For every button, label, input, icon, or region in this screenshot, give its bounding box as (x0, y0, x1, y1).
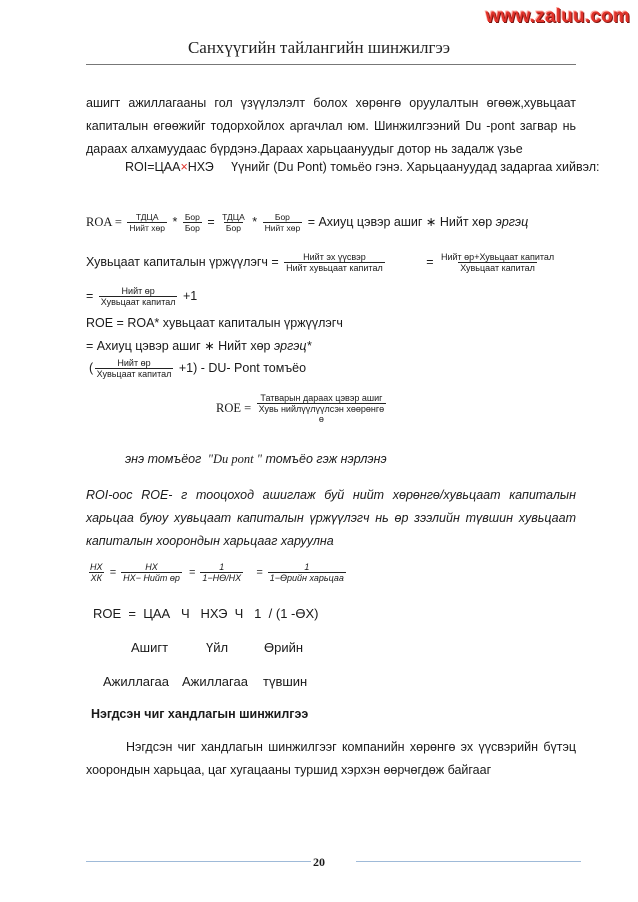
page-number: 20 (313, 855, 325, 869)
du-pont-note (125, 452, 387, 467)
leverage-fraction-1: $\frac{\text{Нийт эх үүсвэр}}{\text{Нийт хувьцаат капитал}}$ (286, 252, 383, 273)
paragraph-roi-roe: ROI-оос ROE- г тооцоход ашиглаж буй нийт хөрөнгө/хувьцаат капиталын харьцаа буюу хувьцаат капиталын үржүүлэгч нь өр зээлийн түвшин хувьцаат капиталын хоорондын харьцааг харуулна (86, 488, 576, 548)
leverage-eq: = (426, 254, 434, 269)
ratio-fraction-2: $\frac{НХ}{\text{НХ− Нийт өр}}$ (123, 562, 180, 583)
roa-rhs-italic: эргэц (495, 214, 529, 229)
roa-star-1: * (172, 214, 178, 229)
ratio-fraction-3: $\frac{1}{1-НӨ/НХ}$ (202, 562, 242, 583)
breakdown-label-activity-2: Ажиллагаа (182, 674, 248, 689)
leverage-formula (86, 252, 558, 273)
roa-fraction-1: $\frac{\text{ТДЦА}}{\text{Нийт хөр}}$ (129, 212, 165, 233)
roe-line-1: ROE = ROA* хувьцаат капиталын үржүүлэгч (86, 316, 343, 330)
header-divider (86, 64, 576, 65)
roa-rhs: = Ахиуц цэвэр ашиг ∗ Нийт хөр (307, 214, 493, 229)
leverage2-plus: +1 (182, 288, 198, 303)
footer-divider-right (356, 861, 581, 862)
leverage2-fraction: $\frac{\text{Нийт өр}}{\text{Хувьцаат капитал}}$ (100, 286, 176, 307)
roi-times-sign: × (180, 160, 188, 174)
breakdown-label-level: түвшин (263, 674, 308, 689)
roa-eq: = (207, 214, 215, 229)
roe-breakdown: ROE = ЦАА Ч НХЭ Ч 1 / (1 -ӨХ) (93, 606, 319, 621)
roi-formula-line (125, 160, 600, 174)
roe-line-3-open: ( (89, 360, 94, 375)
roi-formula-a: ROI=ЦАА (125, 160, 181, 174)
roa-fraction-2: $\frac{\text{Бор}}{\text{Бор}}$ (184, 212, 200, 233)
roe-line-3 (89, 358, 306, 379)
paragraph-intro: ашигт ажиллагааны гол үзүүлэлэлт болох хөрөнгө оруулалтын өгөөж,хувьцаат капиталын өгөөжийг тодорхойлох аргачлал юм. Шинжилгээний Du -pont загвар нь дараах алхамуудаас бүрдэнэ.Дараах харьцаануудыг дотор нь задалж үзье (86, 96, 576, 156)
roe-lhs: ROE = (216, 400, 252, 415)
leverage2-eq: = (86, 288, 94, 303)
roe-line-2-italic: эргэц* (273, 339, 312, 353)
ratio-formula (86, 562, 348, 583)
breakdown-label-operation: Үйл (206, 640, 229, 655)
roa-lhs: ROA = (86, 214, 122, 229)
ratio-fraction-4: $\frac{1}{\text{1−Өрийн харьцаа}}$ (269, 562, 344, 583)
roa-star-2: * (252, 214, 258, 229)
leverage-lhs: Хувьцаат капиталын үржүүлэгч = (86, 254, 279, 269)
roe-line-3-rest: +1) - DU- Pont томъёо (178, 360, 307, 375)
paragraph-trend-analysis: Нэгдсэн чиг хандлагын шинжилгээг компанийн хөрөнгө эх үүсвэрийн бүтэц хоорондын харьцаа, цаг хугацааны туршид хэрхэн өөрчөгдөж байгааг (86, 740, 576, 777)
roe-fraction: Татварын дараах цэвэр ашиг Хувь нийлүүлүүлсэн хөөрөнгө ө (258, 393, 385, 424)
watermark-logo[interactable]: www.zaluu.com (485, 6, 630, 27)
breakdown-label-activity-1: Ажиллагаа (103, 674, 169, 689)
leverage-fraction-2: $\frac{\text{Нийт өр+Хувьцаат капитал}}{\text{Хувьцаат капитал}}$ (441, 252, 555, 273)
ratio-eq-2: = (188, 566, 196, 579)
roi-formula-b: НХЭ (187, 160, 214, 174)
du-pont-note-b: "Du pont " (207, 452, 263, 466)
roa-fraction-4: $\frac{\text{Бор}}{\text{Нийт хөр}}$ (264, 212, 301, 233)
leverage-formula-2 (86, 286, 197, 307)
ratio-fraction-1: $\frac{НХ}{ХК}$ (90, 562, 103, 583)
ratio-eq-3: = (256, 566, 263, 579)
roe-line-2-text: = Ахиуц цэвэр ашиг ∗ Нийт хөр (86, 339, 271, 353)
breakdown-label-profit: Ашигт (131, 640, 169, 655)
roa-formula (86, 212, 528, 233)
roa-fraction-3: $\frac{\text{ТДЦА}}{\text{Бор}}$ (222, 212, 245, 233)
du-pont-note-a: энэ томъёог (125, 452, 202, 466)
section-heading: Нэгдсэн чиг хандлагын шинжилгээ (91, 707, 309, 721)
page-header-title: Санхүүгийн тайлангийн шинжилгээ (187, 38, 451, 57)
roe-line-2 (86, 338, 311, 353)
roe-formula (216, 393, 388, 424)
ratio-eq-1: = (109, 566, 117, 579)
roi-description: Үүнийг (Du Pont) томьёо гэнэ. Харьцаануудад задаргаа хийвэл: (231, 160, 600, 174)
roe-line-3-fraction: $\frac{\text{Нийт өр}}{\text{Хувьцаат капитал}}$ (96, 358, 172, 379)
breakdown-label-debt: Өрийн (264, 640, 304, 655)
du-pont-note-c: томъёо гэж нэрлэнэ (265, 452, 387, 466)
